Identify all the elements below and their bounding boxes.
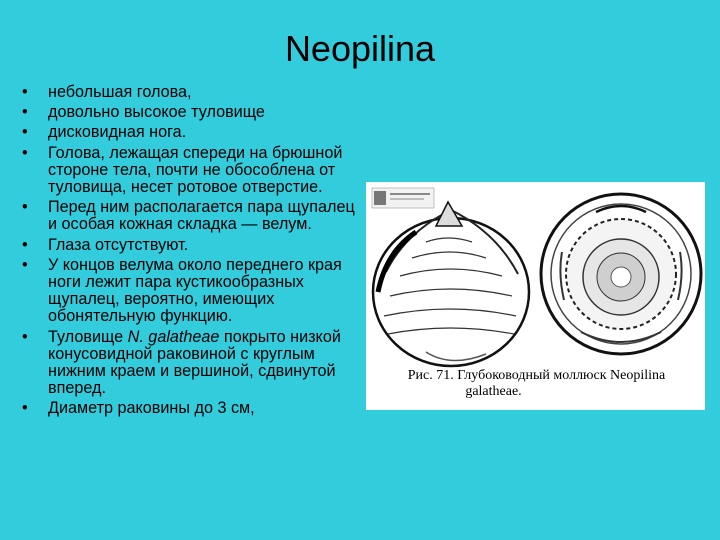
figure-illustration [366,182,705,410]
list-item: • довольно высокое туловище [22,103,265,122]
figure-caption: Рис. 71. Глубоководный моллюск Neopilina galatheae. [407,368,666,399]
list-item: • Голова, лежащая спереди на брюшной стороне тела, почти не обособлена от туловища, несет ротовое отверстие. [22,143,343,197]
bullet-icon: • [22,255,28,274]
corner-logo-icon [372,188,434,208]
list-item: • Туловище N. galatheae покрыто низкой конусовидной раковиной с круглым нижним краем и вершиной, сдвинутой вперед. [22,327,341,398]
list-item: • У концов велума около переднего края ноги лежит пара кустикообразных щупалец, вероятно, имеющих обонятельную функцию. [22,255,342,326]
bullet-icon: • [22,399,28,418]
list-item: • небольшая голова, [22,83,192,101]
bullet-icon: • [22,198,28,217]
list-item: • дисковидная нога. [22,123,187,142]
list-item: • Перед ним располагается пара щупалец и особая кожная складка — велум. [22,198,355,234]
bullet-icon: • [22,123,28,142]
shell-ventral-view-icon [541,194,701,354]
bullet-icon: • [22,103,28,122]
list-item: • Диаметр раковины до 3 см, [22,399,255,418]
slide-title: Neopilina [284,28,436,69]
bullet-icon: • [22,235,28,254]
bullet-icon: • [22,143,28,162]
list-item: • Глаза отсутствуют. [22,235,189,254]
bullet-icon: • [22,83,28,101]
bullet-list [22,84,367,418]
shell-side-view-icon [373,202,529,366]
bullet-icon: • [22,327,28,346]
